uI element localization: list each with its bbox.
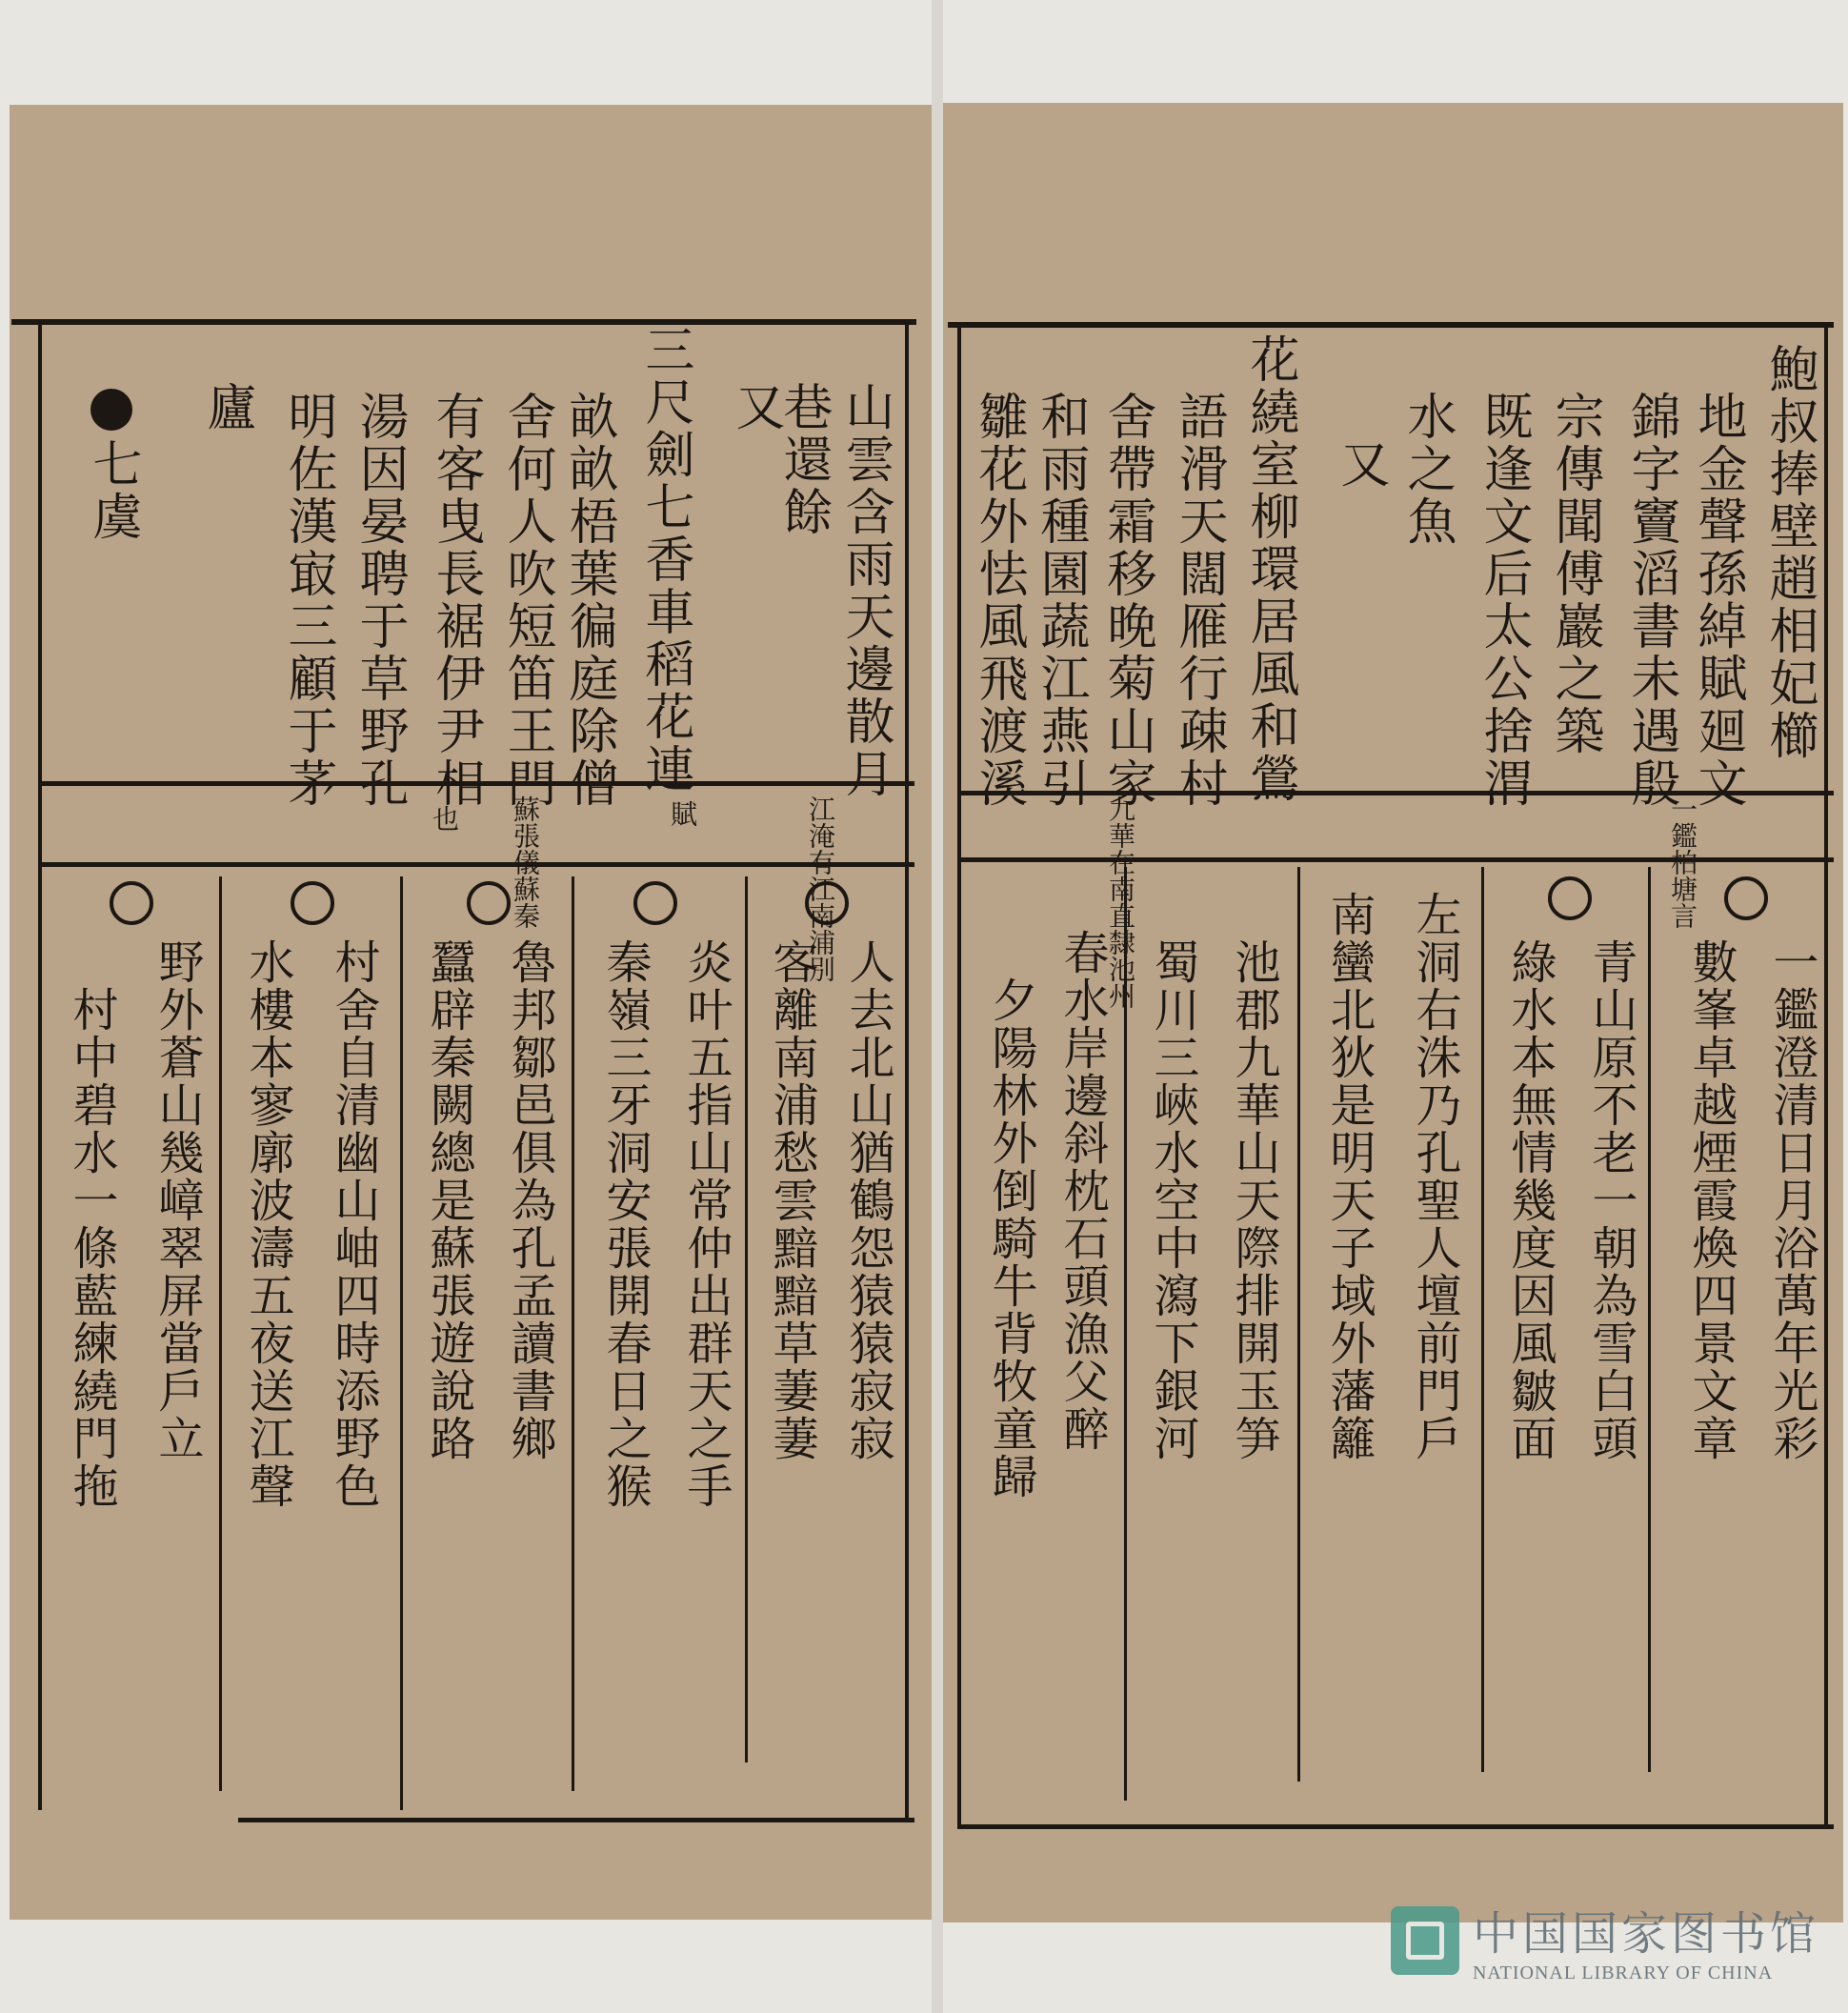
circle-marker-icon xyxy=(1724,876,1768,920)
text-column: 三尺劍七香車稻花連 xyxy=(636,324,693,795)
circle-marker-icon xyxy=(633,881,677,925)
couplet-line: 客離南浦愁雲黯黯草萋萋 xyxy=(765,938,818,1462)
circle-marker-icon xyxy=(467,881,511,925)
annotation: 一鑑柏塘言 xyxy=(1667,795,1698,929)
text-column: 和雨種園蔬江燕引 xyxy=(1032,391,1089,810)
text-column: 巷還餘 xyxy=(774,381,832,538)
rhyme-heading: 七虞 xyxy=(84,438,141,543)
annotation: 江淹有江南浦別 xyxy=(805,795,836,982)
text-column: 地金聲孫綽賦廻文 xyxy=(1689,391,1746,810)
annotation: 九華在南直隸池州 xyxy=(1105,795,1136,1009)
annotation: 蘇張儀蘇秦 xyxy=(510,795,541,929)
right-frame-line xyxy=(1824,324,1828,1829)
right-frame-line xyxy=(957,324,961,1829)
column-divider xyxy=(1648,867,1651,1772)
couplet-line: 人去北山猶鶴怨猿猿寂寂 xyxy=(841,938,894,1462)
couplet-line: 魯邦鄒邑俱為孔孟讀書鄉 xyxy=(503,938,556,1462)
circle-marker-icon xyxy=(1548,876,1592,920)
text-column: 花繞室柳環居風和鶯 xyxy=(1241,333,1298,805)
column-divider xyxy=(1481,867,1484,1772)
right-top-border xyxy=(948,322,1834,328)
text-column: 既逢文后太公捨渭 xyxy=(1475,391,1532,810)
column-divider xyxy=(572,876,574,1791)
couplet-line: 野外蒼山幾嶂翠屏當戶立 xyxy=(151,938,204,1462)
watermark-name-en: NATIONAL LIBRARY OF CHINA xyxy=(1472,1963,1774,1983)
circle-marker-icon xyxy=(110,881,153,925)
couplet-line: 綠水本無情幾度因風皺面 xyxy=(1503,938,1557,1462)
couplet-line: 數峯卓越煙霞煥四景文章 xyxy=(1684,938,1738,1462)
column-divider xyxy=(219,876,222,1791)
text-column: 鮑叔捧壁趙相妃櫛 xyxy=(1760,343,1818,762)
column-divider xyxy=(400,876,403,1810)
text-column: 雛花外怯風飛渡溪 xyxy=(970,391,1027,810)
text-column: 又 xyxy=(1332,438,1389,491)
right-bottom-border xyxy=(957,1824,1834,1829)
column-divider xyxy=(1297,867,1300,1782)
couplet-line: 青山原不老一朝為雪白頭 xyxy=(1584,938,1637,1462)
column-divider xyxy=(745,876,748,1762)
text-column: 宗傳聞傅巖之築 xyxy=(1546,391,1603,757)
text-column: 舍何人吹短笛王門 xyxy=(498,391,555,810)
library-watermark xyxy=(1391,1897,1819,1984)
text-column: 明佐漢㝡三顧于茅 xyxy=(279,391,336,810)
watermark-name-zh: 中国国家图书馆 xyxy=(1472,1907,1819,1961)
couplet-line: 夕陽林外倒騎牛背牧童歸 xyxy=(984,976,1037,1500)
text-column: 錦字竇滔書未遇殷 xyxy=(1622,391,1679,810)
text-column: 舍帶霜移晚菊山家 xyxy=(1098,391,1155,810)
library-logo-icon xyxy=(1391,1906,1459,1975)
left-frame-line xyxy=(38,324,42,1810)
couplet-line: 秦嶺三牙洞安張開春日之猴 xyxy=(598,938,652,1510)
text-column: 水之魚 xyxy=(1398,391,1456,548)
left-bottom-border xyxy=(238,1818,914,1822)
couplet-line: 左洞右洙乃孔聖人壇前門戶 xyxy=(1408,891,1461,1462)
couplet-line: 蜀川三峽水空中瀉下銀河 xyxy=(1146,938,1199,1462)
text-column: 廬 xyxy=(198,381,255,433)
couplet-line: 春水岸邊斜枕石頭漁父醉 xyxy=(1055,929,1109,1453)
couplet-line: 蠶辟秦闕總是蘇張遊說路 xyxy=(422,938,475,1462)
couplet-line: 村舍自清幽山岫四時添野色 xyxy=(327,938,380,1510)
right-notes-border xyxy=(957,857,1834,862)
annotation: 賦 xyxy=(667,800,698,827)
circle-marker-icon xyxy=(291,881,334,925)
couplet-line: 南蠻北狄是明天子域外藩籬 xyxy=(1322,891,1376,1462)
couplet-line: 一鑑澄清日月浴萬年光彩 xyxy=(1765,938,1818,1462)
text-column: 有客曳長裾伊尹相 xyxy=(427,391,484,810)
couplet-line: 炎叶五指山常仲出群天之手 xyxy=(679,938,733,1510)
book-gutter xyxy=(932,0,943,2013)
left-notes-border xyxy=(38,862,914,867)
left-top-border xyxy=(11,319,916,325)
text-column: 山雲含雨天邊散月 xyxy=(836,381,894,800)
rhyme-marker-icon xyxy=(90,389,132,431)
couplet-line: 池郡九華山天際排開玉笋 xyxy=(1227,938,1280,1462)
left-frame-line xyxy=(905,324,909,1820)
annotation: 也 xyxy=(429,805,460,832)
couplet-line: 村中碧水一條藍練繞門拖 xyxy=(65,986,118,1510)
text-column: 又 xyxy=(727,381,784,433)
couplet-line: 水樓本寥廓波濤五夜送江聲 xyxy=(241,938,294,1510)
text-column: 畝畝梧葉徧庭除僧 xyxy=(560,391,617,810)
text-column: 湯因晏聘于草野孔 xyxy=(351,391,408,810)
circle-marker-icon xyxy=(805,881,849,925)
text-column: 語滑天闊雁行疎村 xyxy=(1170,391,1227,810)
